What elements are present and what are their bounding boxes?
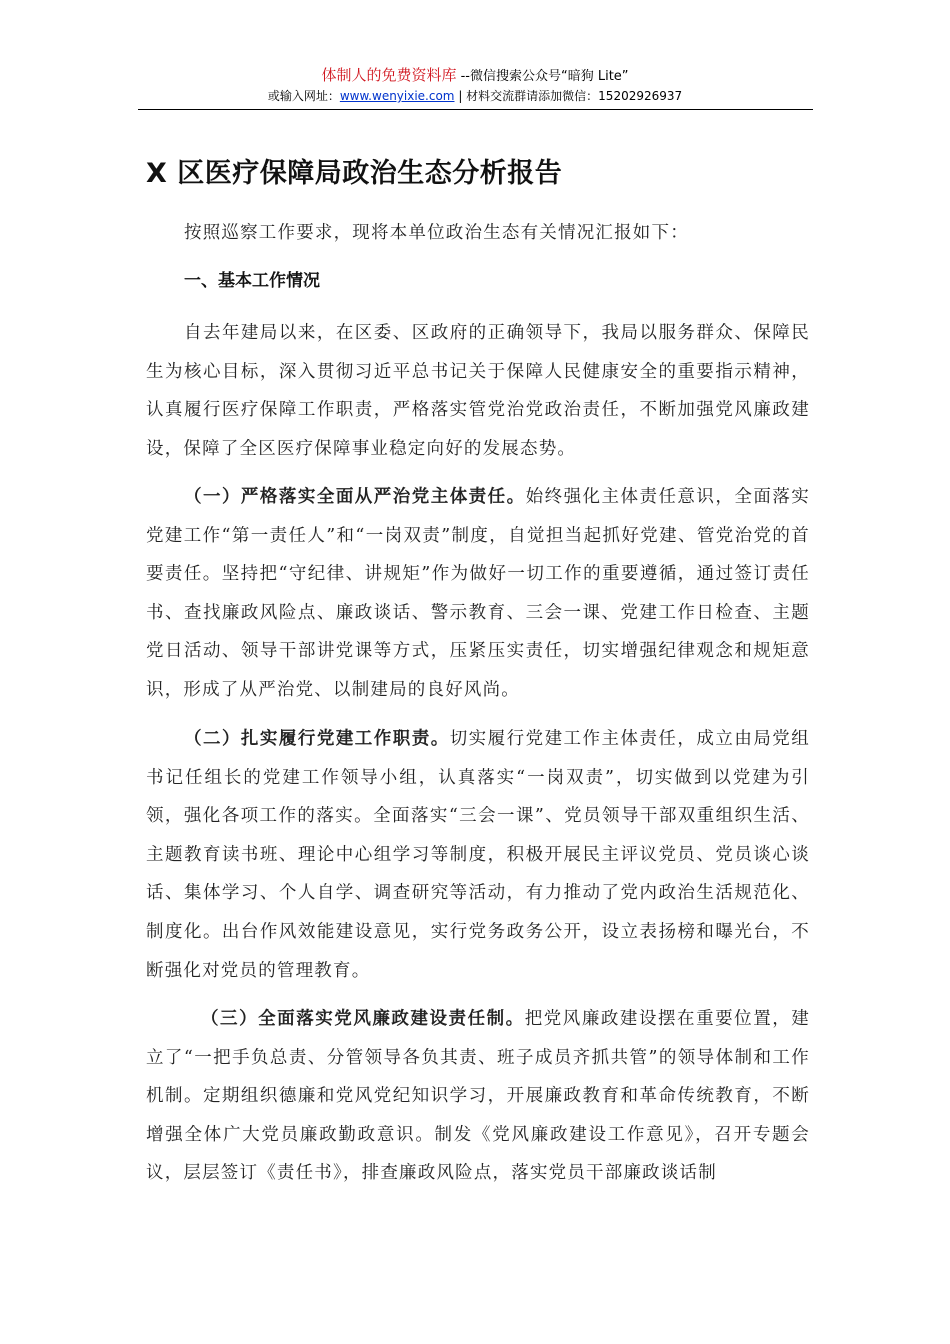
intro-paragraph: 按照巡察工作要求，现将本单位政治生态有关情况汇报如下： <box>184 223 689 243</box>
section-heading-basic-work: 一、基本工作情况 <box>184 271 320 291</box>
paragraph-lead: （二）扎实履行党建工作职责。 <box>184 729 450 749</box>
website-link[interactable]: www.wenyixie.com <box>339 89 455 103</box>
wechat-note: --微信搜索公众号“暗狗 Lite” <box>460 69 629 84</box>
paragraph-anti-corruption <box>146 1000 810 1193</box>
document-title: X 区医疗保障局政治生态分析报告 <box>146 158 563 189</box>
paragraph-body: 切实履行党建工作主体责任，成立由局党组书记任组长的党建工作领导小组，认真落实“一岗双责”，切实做到以党建为引领，强化各项工作的落实。全面落实“三会一课”、党员领导干部双重组织生活、主题教育读书班、理论中心组学习等制度，积极开展民主评议党员、党员谈心谈话、集体学习、个人自学、调查研究等活动，有力推动了党内政治生活规范化、制度化。出台作风效能建设意见，实行党务政务公开，设立表扬榜和曝光台，不断强化对党员的管理教育。 <box>146 729 810 981</box>
paragraph-overview: 自去年建局以来，在区委、区政府的正确领导下，我局以服务群众、保障民生为核心目标，深入贯彻习近平总书记关于保障人民健康安全的重要指示精神，认真履行医疗保障工作职责，严格落实管党治党政治责任，不断加强党风廉政建设，保障了全区医疗保障事业稳定向好的发展态势。 <box>146 323 810 459</box>
paragraph-body: 把党风廉政建设摆在重要位置，建立了“一把手负总责、分管领导各负其责、班子成员齐抓共管”的领导体制和工作机制。定期组织德廉和党风党纪知识学习，开展廉政教育和革命传统教育，不断增强全体广大党员廉政勤政意识。制发《党风廉政建设工作意见》，召开专题会议，层层签订《责任书》，排查廉政风险点，落实党员干部廉政谈话制 <box>146 1009 811 1184</box>
header-divider <box>138 109 813 110</box>
header-contact <box>0 88 950 104</box>
brand-text: 体制人的免费资料库 <box>321 66 457 84</box>
paragraph-lead: （一）严格落实全面从严治党主体责任。 <box>184 487 526 507</box>
contact-text: | 材料交流群请添加微信：15202926937 <box>454 89 683 103</box>
paragraph-party-building <box>146 720 810 990</box>
paragraph-lead: （三）全面落实党风廉政建设责任制。 <box>201 1009 525 1029</box>
header-banner <box>0 66 950 86</box>
paragraph-party-responsibility <box>146 478 810 710</box>
url-prefix: 或输入网址： <box>267 89 340 103</box>
paragraph-body: 始终强化主体责任意识，全面落实党建工作“第一责任人”和“一岗双责”制度，自觉担当起抓好党建、管党治党的首要责任。坚持把“守纪律、讲规矩”作为做好一切工作的重要遵循，通过签订责任书、查找廉政风险点、廉政谈话、警示教育、三会一课、党建工作日检查、主题党日活动、领导干部讲党课等方式，压紧压实责任，切实增强纪律观念和规矩意识，形成了从严治党、以制建局的良好风尚。 <box>146 487 810 700</box>
